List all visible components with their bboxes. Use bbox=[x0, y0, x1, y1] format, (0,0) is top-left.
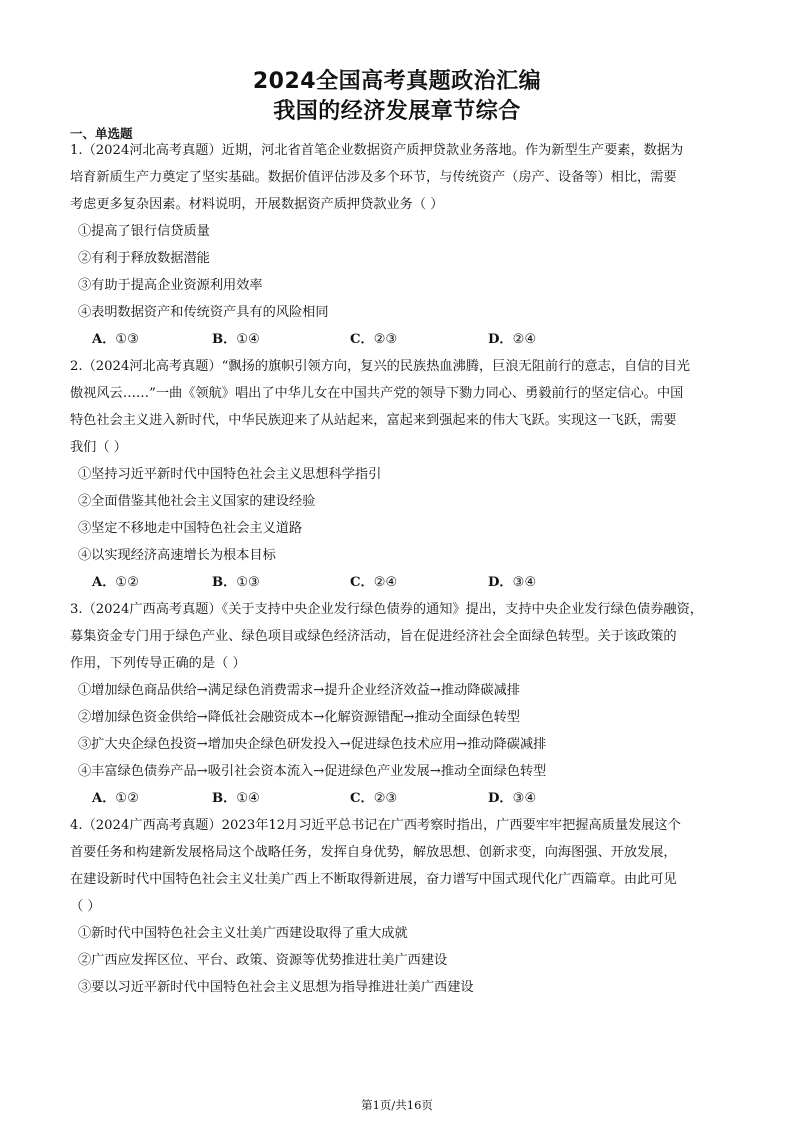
question-1-stem-line: 培育新质生产力奠定了坚实基础。数据价值评估涉及多个环节，与传统资产（房产、设备等）相比，需要 bbox=[70, 170, 677, 185]
option-c[interactable]: C．②④ bbox=[350, 575, 398, 590]
question-4-stem-line: （ ） bbox=[70, 899, 101, 914]
question-2-stem-line: 2.（2024河北高考真题）“飘扬的旗帜引领方向，复兴的民族热血沸腾，巨浪无阻前行的意志，自信的目光 bbox=[70, 359, 690, 374]
question-1-item: ③有助于提高企业资源利用效率 bbox=[78, 278, 263, 293]
option-d[interactable]: D．③④ bbox=[488, 575, 537, 590]
question-3-stem-line: 作用，下列传导正确的是（ ） bbox=[70, 656, 246, 671]
question-1-item: ①提高了银行信贷质量 bbox=[78, 224, 210, 239]
document-title: 2024全国高考真题政治汇编 bbox=[252, 69, 542, 94]
question-1-item: ④表明数据资产和传统资产具有的风险相同 bbox=[78, 305, 329, 320]
option-d[interactable]: D．③④ bbox=[488, 791, 537, 806]
question-2-item: ③坚定不移地走中国特色社会主义道路 bbox=[78, 521, 303, 536]
page-number: 第1页/共16页 bbox=[361, 1098, 433, 1112]
question-4-item: ②广西应发挥区位、平台、政策、资源等优势推进壮美广西建设 bbox=[78, 953, 448, 968]
question-1-stem-line: 1.（2024河北高考真题）近期，河北省首笔企业数据资产质押贷款业务落地。作为新型生产要素，数据为 bbox=[70, 143, 684, 158]
question-2-stem-line: 特色社会主义进入新时代，中华民族迎来了从站起来，富起来到强起来的伟大飞跃。实现这一飞跃，需要 bbox=[70, 413, 677, 428]
question-3-item: ①增加绿色商品供给→满足绿色消费需求→提升企业经济效益→推动降碳减排 bbox=[78, 683, 520, 698]
option-a[interactable]: A．①② bbox=[92, 575, 140, 590]
option-b[interactable]: B．①④ bbox=[212, 791, 260, 806]
question-4-stem-line: 首要任务和构建新发展格局这个战略任务，发挥自身优势，解放思想、创新求变，向海图强、开放发展， bbox=[70, 845, 677, 860]
question-1-stem-line: 考虑更多复杂因素。材料说明，开展数据资产质押贷款业务（ ） bbox=[70, 197, 444, 212]
option-a[interactable]: A．①③ bbox=[92, 332, 140, 347]
question-1-item: ②有利于释放数据潜能 bbox=[78, 251, 210, 266]
question-2-stem-line: 我们（ ） bbox=[70, 440, 127, 455]
option-c[interactable]: C．②③ bbox=[350, 332, 398, 347]
question-3-item: ②增加绿色资金供给→降低社会融资成本→化解资源错配→推动全面绿色转型 bbox=[78, 710, 520, 725]
question-2-options bbox=[92, 573, 692, 593]
question-3-options bbox=[92, 789, 692, 809]
question-4-stem-line: 4.（2024广西高考真题）2023年12月习近平总书记在广西考察时指出，广西要牢牢把握高质量发展这个 bbox=[70, 818, 681, 833]
question-2-item: ④以实现经济高速增长为根本目标 bbox=[78, 548, 276, 563]
option-a[interactable]: A．①② bbox=[92, 791, 140, 806]
question-1-options bbox=[92, 330, 692, 350]
question-2-stem-line: 傲视风云……”一曲《领航》唱出了中华儿女在中国共产党的领导下勠力同心、勇毅前行的坚定信心。中国 bbox=[70, 386, 684, 401]
document-subtitle: 我国的经济发展章节综合 bbox=[273, 99, 521, 124]
option-d[interactable]: D．②④ bbox=[488, 332, 537, 347]
question-4-stem-line: 在建设新时代中国特色社会主义壮美广西上不断取得新进展，奋力谱写中国式现代化广西篇章。由此可见 bbox=[70, 872, 677, 887]
question-4-item: ①新时代中国特色社会主义壮美广西建设取得了重大成就 bbox=[78, 926, 408, 941]
question-3-stem-line: 3.（2024广西高考真题）《关于支持中央企业发行绿色债券的通知》提出，支持中央企业发行绿色债券融资， bbox=[70, 602, 703, 617]
question-3-item: ③扩大央企绿色投资→增加央企绿色研发投入→促进绿色技术应用→推动降碳减排 bbox=[78, 737, 547, 752]
question-3-stem-line: 募集资金专门用于绿色产业、绿色项目或绿色经济活动，旨在促进经济社会全面绿色转型。关于该政策的 bbox=[70, 629, 677, 644]
option-b[interactable]: B．①④ bbox=[212, 332, 260, 347]
section-heading: 一、单选题 bbox=[70, 126, 133, 141]
question-2-item: ②全面借鉴其他社会主义国家的建设经验 bbox=[78, 494, 316, 509]
option-c[interactable]: C．②③ bbox=[350, 791, 398, 806]
option-b[interactable]: B．①③ bbox=[212, 575, 260, 590]
question-2-item: ①坚持习近平新时代中国特色社会主义思想科学指引 bbox=[78, 467, 382, 482]
question-3-item: ④丰富绿色债券产品→吸引社会资本流入→促进绿色产业发展→推动全面绿色转型 bbox=[78, 764, 547, 779]
question-4-item: ③要以习近平新时代中国特色社会主义思想为指导推进壮美广西建设 bbox=[78, 980, 474, 995]
